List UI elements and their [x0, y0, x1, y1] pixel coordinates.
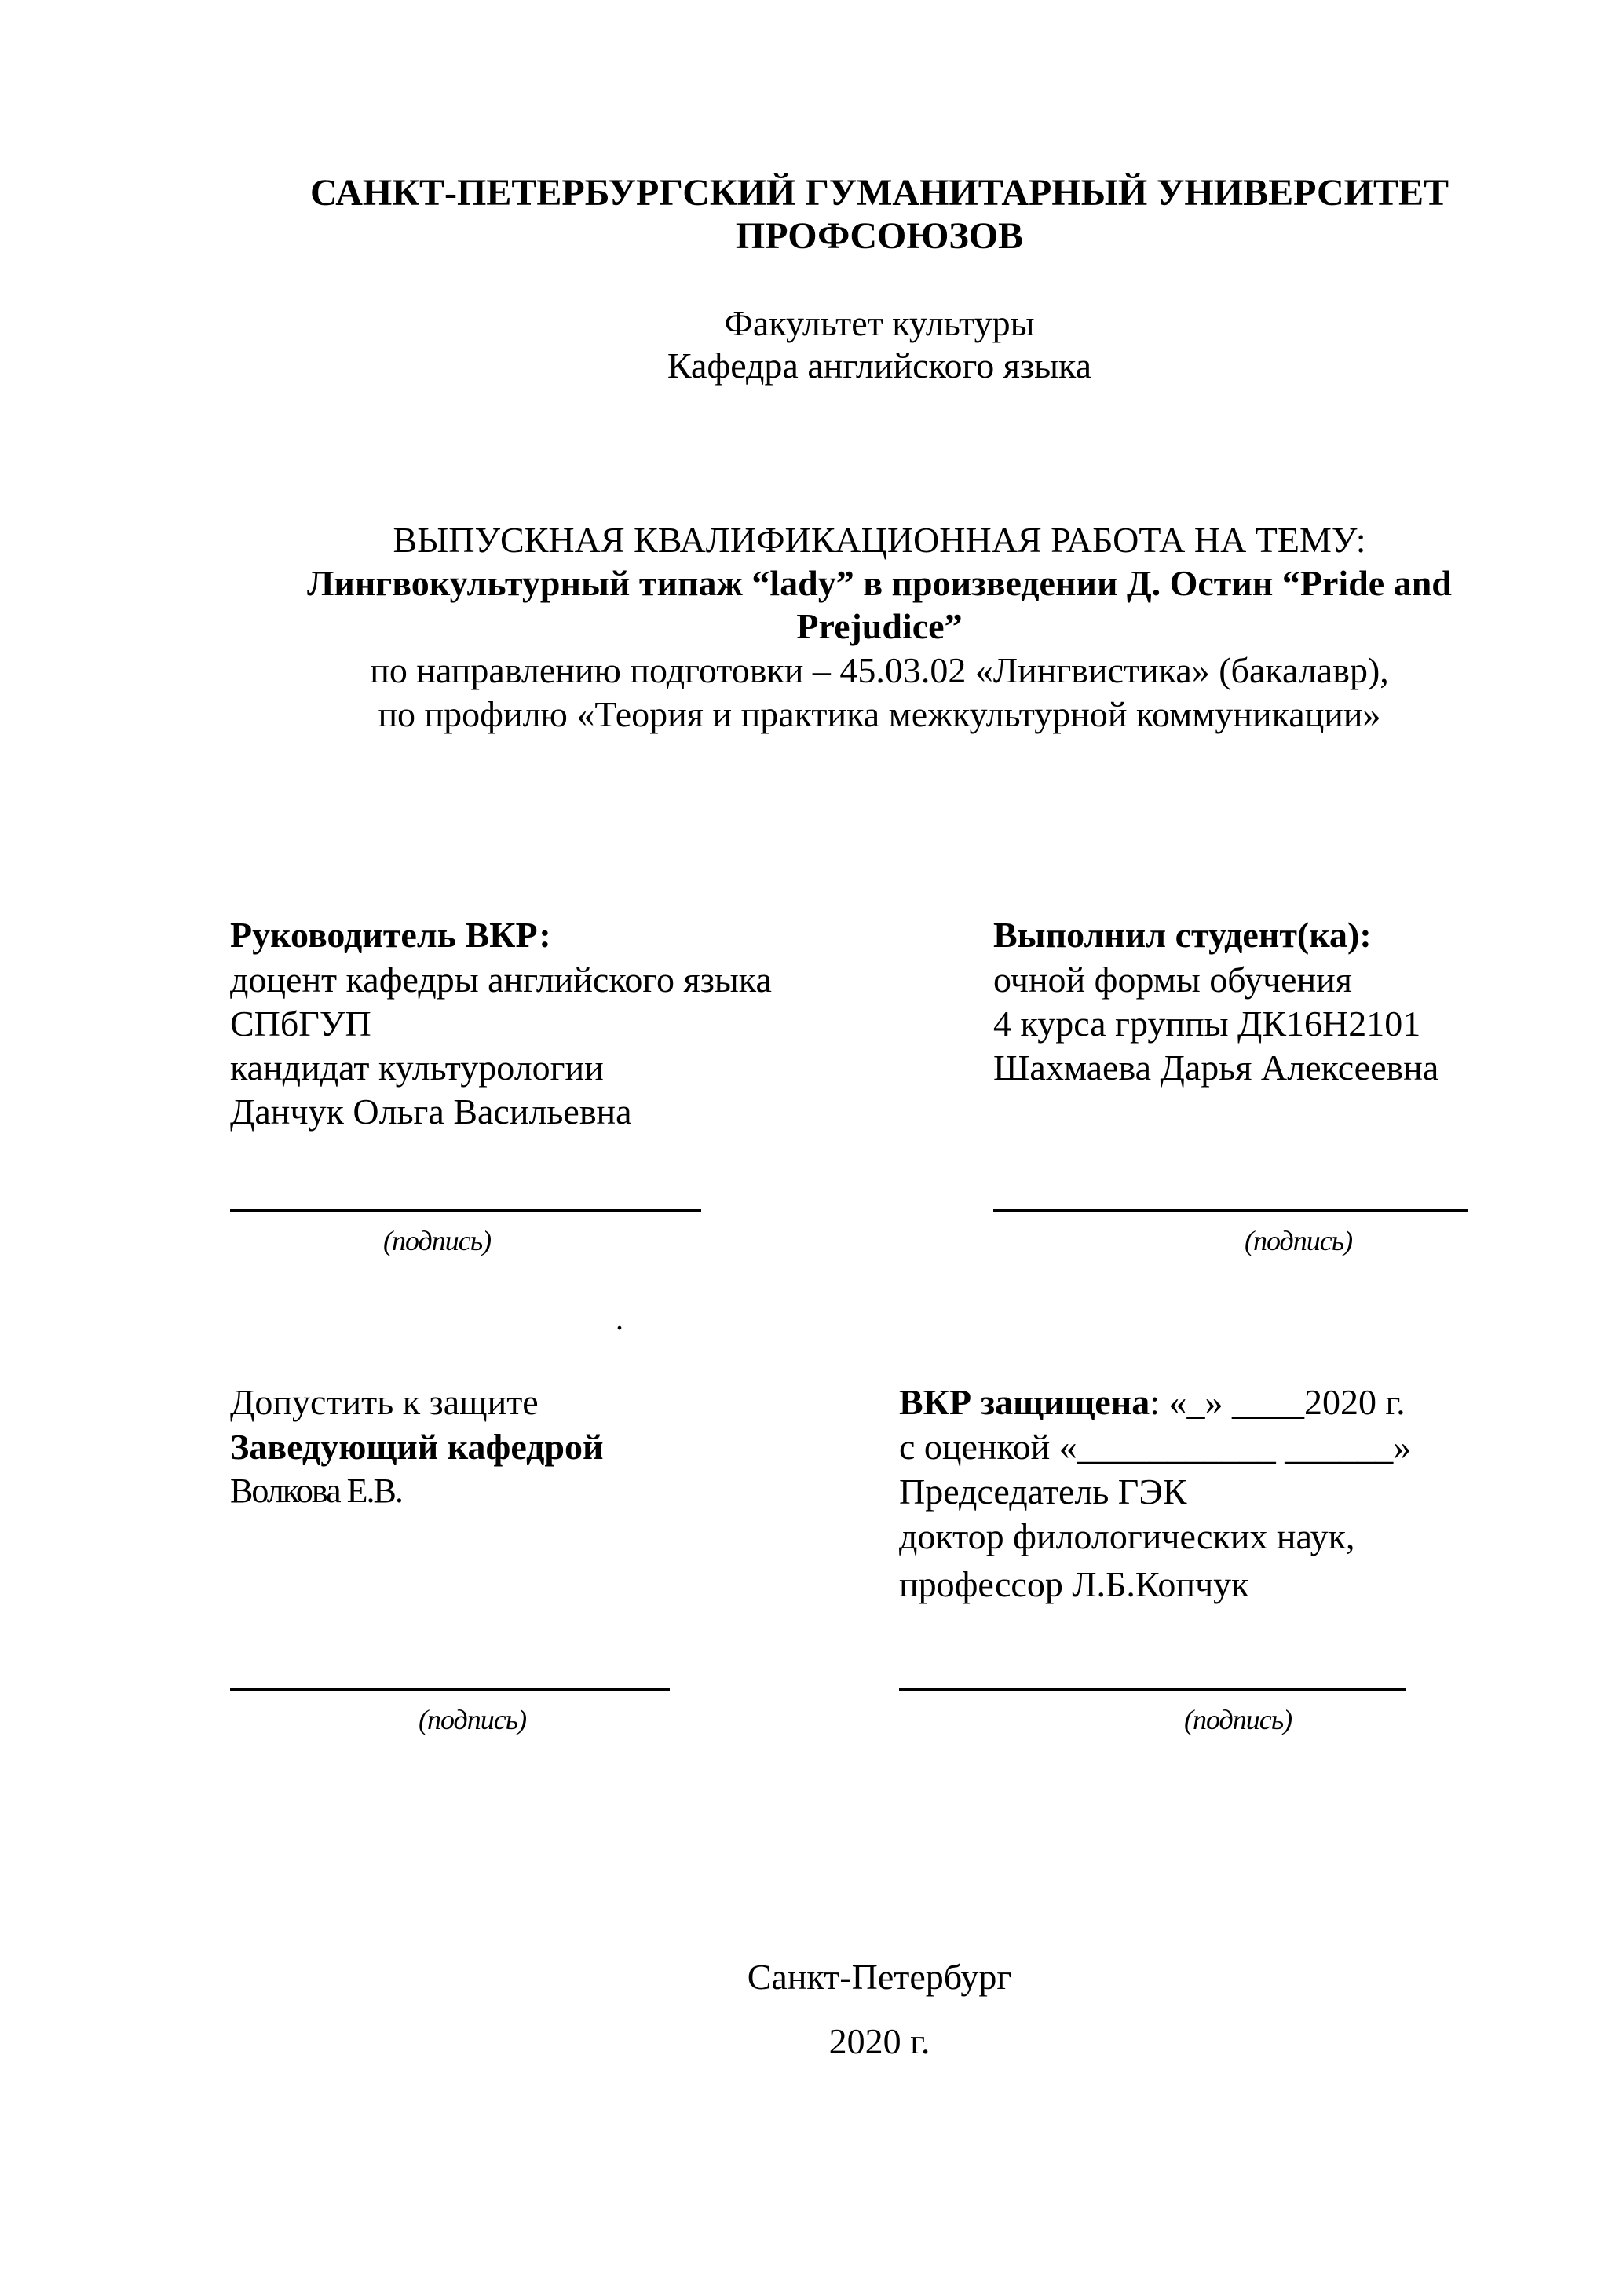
- student-course-group: 4 курса группы ДК16Н2101: [993, 1004, 1421, 1044]
- city: Санкт-Петербург: [747, 1957, 1012, 1997]
- supervisor-degree: кандидат культурологии: [230, 1047, 604, 1088]
- defense-date: : «_» ____2020 г.: [1150, 1382, 1406, 1422]
- student-signature-line: [993, 1209, 1468, 1212]
- defense-status: [899, 1380, 1406, 1424]
- thesis-topic-line1: Лингвокультурный типаж “lady” в произведении Д. Остин “Pride and: [307, 563, 1452, 603]
- department-name: Кафедра английского языка: [667, 345, 1092, 386]
- gek-chair-signature-line: [899, 1688, 1406, 1691]
- supervisor-organization: СПбГУП: [230, 1004, 371, 1044]
- gek-chair-signature-caption: (подпись): [1184, 1704, 1292, 1735]
- defense-heading: ВКР защищена: [899, 1382, 1150, 1422]
- student-study-form: очной формы обучения: [993, 960, 1352, 1000]
- year: 2020 г.: [828, 2021, 930, 2061]
- thesis-type-label: ВЫПУСКНАЯ КВАЛИФИКАЦИОННАЯ РАБОТА НА ТЕМУ:: [393, 520, 1366, 560]
- thesis-topic-line2: Prejudice”: [796, 606, 963, 646]
- thesis-profile: по профилю «Теория и практика межкультурной коммуникации»: [378, 694, 1381, 734]
- gek-chair-title: Председатель ГЭК: [899, 1472, 1187, 1512]
- defense-grade: с оценкой «___________ ______»: [899, 1427, 1412, 1467]
- head-of-department-name: Волкова Е.В.: [230, 1472, 402, 1510]
- separator-dot: .: [616, 1301, 623, 1336]
- thesis-direction: по направлению подготовки – 45.03.02 «Лингвистика» (бакалавр),: [370, 650, 1389, 690]
- supervisor-position: доцент кафедры английского языка: [230, 960, 772, 1000]
- head-of-department-signature-caption: (подпись): [419, 1704, 527, 1735]
- university-name-line2: ПРОФСОЮЗОВ: [735, 215, 1024, 257]
- head-of-department-heading: Заведующий кафедрой: [230, 1427, 604, 1467]
- admission-label: Допустить к защите: [230, 1382, 539, 1422]
- gek-chair-degree: доктор филологических наук,: [899, 1516, 1355, 1556]
- student-name: Шахмаева Дарья Алексеевна: [993, 1047, 1439, 1088]
- student-signature-caption: (подпись): [1245, 1225, 1353, 1256]
- supervisor-signature-caption: (подпись): [383, 1225, 492, 1256]
- supervisor-name: Данчук Ольга Васильевна: [230, 1091, 632, 1132]
- gek-chair-name: профессор Л.Б.Копчук: [899, 1564, 1249, 1604]
- student-heading: Выполнил студент(ка):: [993, 915, 1372, 955]
- head-of-department-signature-line: [230, 1688, 670, 1691]
- university-name-line1: САНКТ-ПЕТЕРБУРГСКИЙ ГУМАНИТАРНЫЙ УНИВЕРСИТЕТ: [309, 172, 1449, 214]
- faculty-name: Факультет культуры: [724, 303, 1035, 343]
- supervisor-heading: Руководитель ВКР:: [230, 915, 551, 955]
- supervisor-signature-line: [230, 1209, 701, 1212]
